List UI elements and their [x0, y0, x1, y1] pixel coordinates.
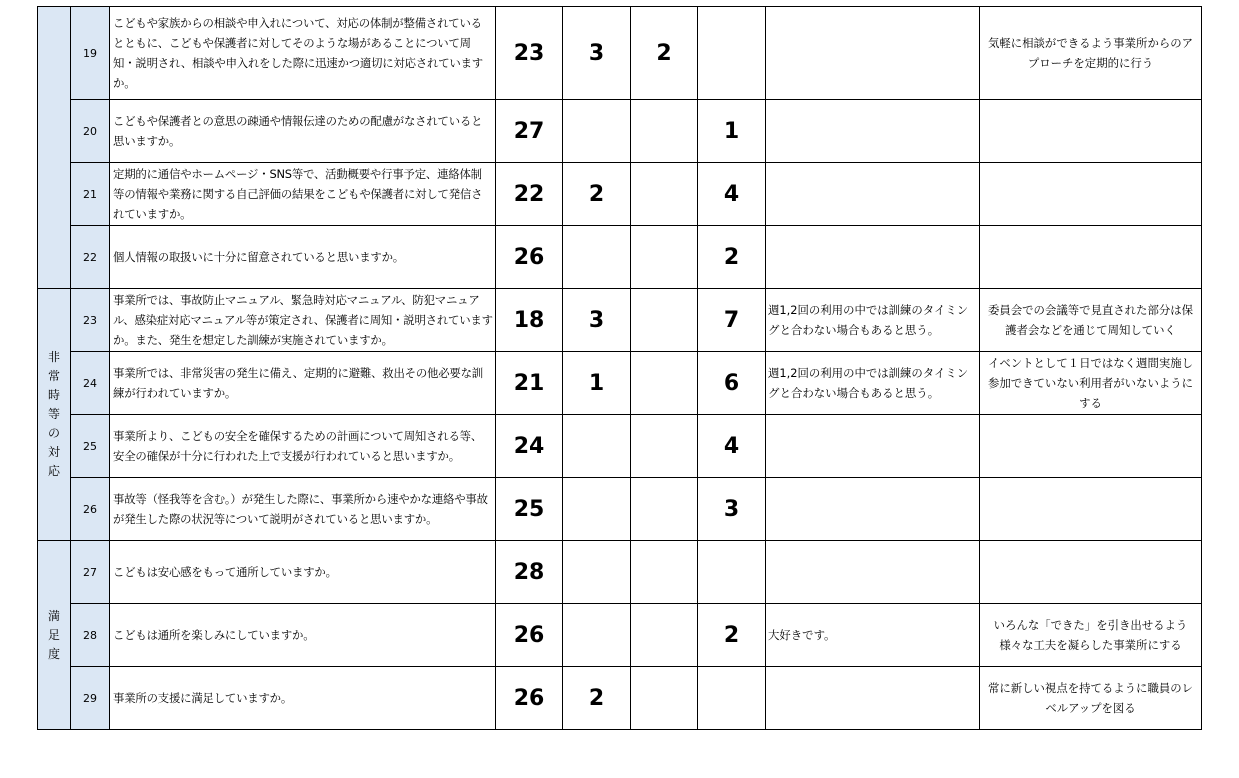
count-no: [631, 226, 698, 289]
category-cell-continued: [38, 7, 71, 289]
count-unsure: [563, 100, 631, 163]
table-row: [38, 604, 1202, 667]
guardian-opinion: [766, 226, 980, 289]
guardian-opinion: 週1,2回の利用の中では訓練のタイミングと合わない場合もあると思う。: [766, 289, 980, 352]
facility-response: いろんな「できた」を引き出せるよう様々な工夫を凝らした事業所にする: [980, 604, 1202, 667]
count-unknown: 3: [698, 478, 766, 541]
count-unsure: [563, 478, 631, 541]
guardian-opinion: [766, 478, 980, 541]
count-no: [631, 163, 698, 226]
facility-response: [980, 478, 1202, 541]
count-unknown: 2: [698, 604, 766, 667]
question-number: 24: [71, 352, 110, 415]
count-unknown: 6: [698, 352, 766, 415]
count-yes: 27: [496, 100, 563, 163]
table-row: [38, 226, 1202, 289]
guardian-opinion: [766, 7, 980, 100]
question-text: 事業所では、事故防止マニュアル、緊急時対応マニュアル、防犯マニュアル、感染症対応マニュアル等が策定され、保護者に周知・説明されていますか。また、発生を想定した訓練が実施されていますか。: [110, 289, 496, 352]
question-number: 25: [71, 415, 110, 478]
question-number: 22: [71, 226, 110, 289]
count-yes: 21: [496, 352, 563, 415]
question-text: 定期的に通信やホームページ・SNS等で、活動概要や行事予定、連絡体制等の情報や業務に関する自己評価の結果をこどもや保護者に対して発信されていますか。: [110, 163, 496, 226]
count-yes: 25: [496, 478, 563, 541]
facility-response: 委員会での会議等で見直された部分は保護者会などを通じて周知していく: [980, 289, 1202, 352]
count-yes: 26: [496, 604, 563, 667]
count-no: [631, 478, 698, 541]
question-text: こどもや家族からの相談や申入れについて、対応の体制が整備されているとともに、こどもや保護者に対してそのような場があることについて周知・説明され、相談や申入れをした際に迅速かつ適切に対応されていますか。: [110, 7, 496, 100]
count-no: [631, 289, 698, 352]
table-row: [38, 478, 1202, 541]
question-text: 事業所では、非常災害の発生に備え、定期的に避難、救出その他必要な訓練が行われていますか。: [110, 352, 496, 415]
question-number: 28: [71, 604, 110, 667]
table-row: [38, 7, 1202, 100]
count-no: [631, 541, 698, 604]
facility-response: 常に新しい視点を持てるように職員のレベルアップを図る: [980, 667, 1202, 730]
count-unknown: 4: [698, 163, 766, 226]
count-unsure: 1: [563, 352, 631, 415]
count-unsure: [563, 226, 631, 289]
category-cell-satisfaction: 満足度: [38, 541, 71, 730]
guardian-opinion: [766, 163, 980, 226]
question-text: こどもは安心感をもって通所していますか。: [110, 541, 496, 604]
table-row: [38, 100, 1202, 163]
count-no: 2: [631, 7, 698, 100]
count-unsure: [563, 415, 631, 478]
count-unknown: [698, 541, 766, 604]
table-row: [38, 352, 1202, 415]
count-unsure: 2: [563, 667, 631, 730]
count-yes: 22: [496, 163, 563, 226]
facility-response: [980, 226, 1202, 289]
count-yes: 24: [496, 415, 563, 478]
facility-response: [980, 100, 1202, 163]
facility-response: イベントとして１日ではなく週間実施し参加できていない利用者がいないようにする: [980, 352, 1202, 415]
question-text: こどもや保護者との意思の疎通や情報伝達のための配慮がなされていると思いますか。: [110, 100, 496, 163]
count-unsure: 3: [563, 289, 631, 352]
guardian-opinion: [766, 541, 980, 604]
count-unknown: [698, 667, 766, 730]
question-number: 29: [71, 667, 110, 730]
count-yes: 28: [496, 541, 563, 604]
count-no: [631, 667, 698, 730]
count-yes: 18: [496, 289, 563, 352]
count-yes: 26: [496, 226, 563, 289]
facility-response: [980, 541, 1202, 604]
guardian-opinion: [766, 100, 980, 163]
count-unsure: 2: [563, 163, 631, 226]
guardian-opinion: [766, 667, 980, 730]
question-number: 27: [71, 541, 110, 604]
count-yes: 23: [496, 7, 563, 100]
facility-response: 気軽に相談ができるよう事業所からのアプローチを定期的に行う: [980, 7, 1202, 100]
table-row: [38, 415, 1202, 478]
question-number: 20: [71, 100, 110, 163]
count-unsure: 3: [563, 7, 631, 100]
table-row: [38, 163, 1202, 226]
count-unknown: 4: [698, 415, 766, 478]
table-row: [38, 289, 1202, 352]
count-unknown: 2: [698, 226, 766, 289]
count-no: [631, 415, 698, 478]
count-no: [631, 604, 698, 667]
count-yes: 26: [496, 667, 563, 730]
guardian-opinion: 週1,2回の利用の中では訓練のタイミングと合わない場合もあると思う。: [766, 352, 980, 415]
count-unknown: 1: [698, 100, 766, 163]
count-unsure: [563, 604, 631, 667]
count-unknown: [698, 7, 766, 100]
count-no: [631, 352, 698, 415]
count-unsure: [563, 541, 631, 604]
question-text: 事故等（怪我等を含む。）が発生した際に、事業所から速やかな連絡や事故が発生した際の状況等について説明がされていると思いますか。: [110, 478, 496, 541]
question-number: 23: [71, 289, 110, 352]
survey-table: [37, 6, 1202, 730]
facility-response: [980, 415, 1202, 478]
question-text: 事業所の支援に満足していますか。: [110, 667, 496, 730]
guardian-opinion: 大好きです。: [766, 604, 980, 667]
question-text: こどもは通所を楽しみにしていますか。: [110, 604, 496, 667]
question-number: 19: [71, 7, 110, 100]
guardian-opinion: [766, 415, 980, 478]
question-text: 個人情報の取扱いに十分に留意されていると思いますか。: [110, 226, 496, 289]
count-no: [631, 100, 698, 163]
facility-response: [980, 163, 1202, 226]
table-row: [38, 541, 1202, 604]
question-text: 事業所より、こどもの安全を確保するための計画について周知される等、安全の確保が十分に行われた上で支援が行われていると思いますか。: [110, 415, 496, 478]
question-number: 21: [71, 163, 110, 226]
count-unknown: 7: [698, 289, 766, 352]
question-number: 26: [71, 478, 110, 541]
category-cell-emergency: 非常時等の対応: [38, 289, 71, 541]
table-row: [38, 667, 1202, 730]
